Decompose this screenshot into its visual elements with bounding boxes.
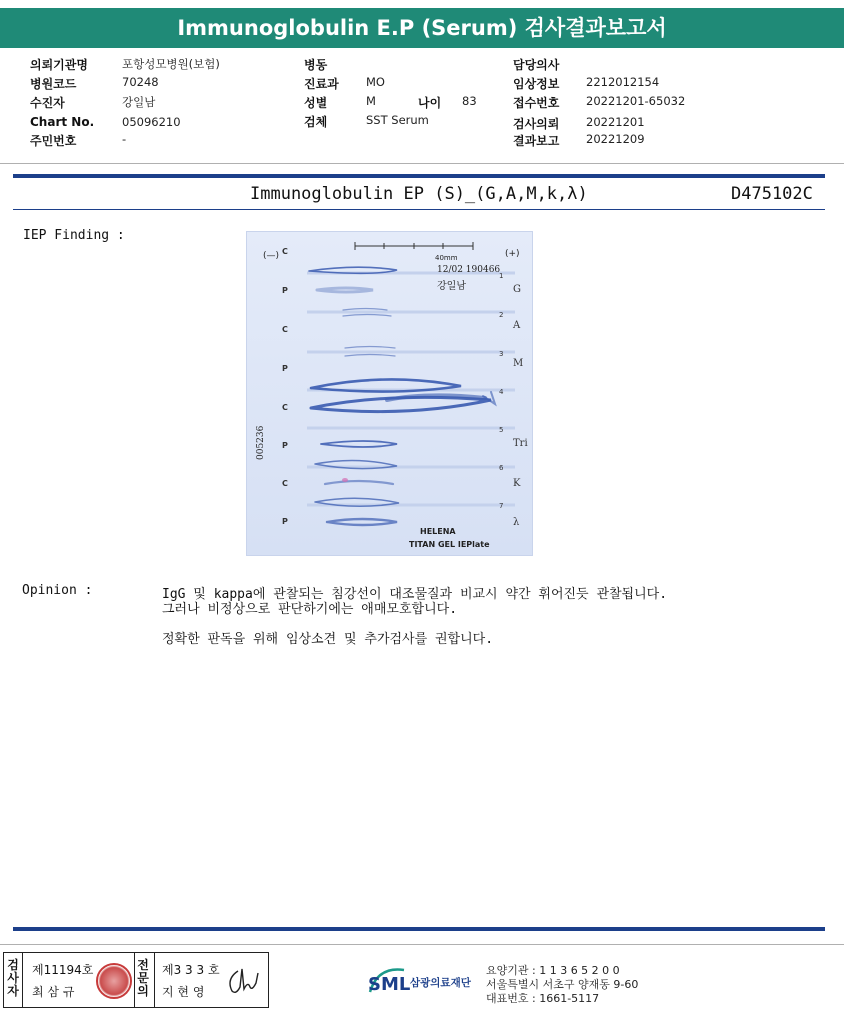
label-patient: 수진자 [30, 96, 65, 110]
seal-stamp [96, 963, 132, 999]
label-department: 진료과 [304, 77, 339, 91]
gel-date-id: 12/02 190466 [437, 265, 501, 275]
org-name: 삼광의료재단 [410, 977, 471, 989]
opinion-line-2: 그러나 비정상으로 판단하기에는 애매모호합니다. [162, 602, 458, 617]
gel-lane-label: λ [513, 517, 520, 528]
gel-row-mark: C [282, 247, 288, 256]
test-header-rule [13, 209, 825, 210]
gel-row-mark: P [282, 364, 288, 373]
gel-scale-label: 40mm [435, 254, 458, 262]
value-age: 83 [462, 94, 477, 108]
iep-gel-image [246, 231, 533, 556]
gel-lane-number: 1 [499, 272, 504, 280]
gel-row-mark: P [282, 441, 288, 450]
value-chart-no: 05096210 [122, 115, 181, 129]
gel-lane-number: 5 [499, 426, 504, 434]
label-specimen: 검체 [304, 115, 328, 129]
phone: 대표번호 : 1661-5117 [486, 992, 600, 1005]
value-specimen: SST Serum [366, 113, 429, 127]
address: 서울특별시 서초구 양재동 9-60 [486, 978, 639, 991]
label-resident-no: 주민번호 [30, 134, 77, 148]
value-department: MO [366, 75, 385, 89]
label-hospital-code: 병원코드 [30, 77, 77, 91]
gel-lane-label: A [513, 320, 521, 331]
gel-patient-name: 강일남 [437, 281, 466, 292]
sml-logo [368, 962, 480, 1006]
label-doctor: 담당의사 [513, 58, 560, 72]
label-report-date: 결과보고 [513, 134, 560, 148]
gel-lane-number: 7 [499, 502, 504, 510]
sml-logo-text: SML [368, 974, 411, 995]
value-request-date: 20221201 [586, 115, 645, 129]
label-ward: 병동 [304, 58, 328, 72]
gel-row-mark: P [282, 517, 288, 526]
gel-lane-label: K [513, 478, 521, 489]
footer-divider [0, 944, 844, 945]
test-name: Immunoglobulin EP (S)_(G,A,M,k,λ) [250, 184, 588, 204]
value-resident-no: - [122, 132, 127, 146]
approver-label: 전 문 의 [137, 958, 149, 998]
approver-name: 지 현 영 [162, 985, 205, 999]
label-age: 나이 [418, 96, 442, 110]
inspector-label: 검 사 자 [7, 958, 19, 998]
inspector-name: 최 삼 규 [32, 985, 75, 999]
label-chart-no: Chart No. [30, 115, 95, 129]
value-receipt-no: 20221201-65032 [586, 94, 686, 108]
label-request-date: 검사의뢰 [513, 117, 560, 131]
opinion-line-3: 정확한 판독을 위해 임상소견 및 추가검사를 권합니다. [162, 632, 494, 647]
value-patient: 강일남 [122, 95, 156, 109]
finding-label: IEP Finding : [23, 228, 125, 243]
gel-lane-label: Tri [513, 438, 528, 449]
gel-row-mark: C [282, 479, 288, 488]
gel-row-mark: P [282, 286, 288, 295]
divider [0, 163, 844, 164]
gel-lane-number: 6 [499, 464, 504, 472]
report-title: Immunoglobulin E.P (Serum) 검사결과보고서 [0, 8, 844, 48]
value-hospital-code: 70248 [122, 75, 159, 89]
gel-lane-number: 4 [499, 388, 504, 396]
signature-box [3, 952, 269, 1008]
care-no: 요양기관 : 1 1 3 6 5 2 0 0 [486, 964, 620, 977]
value-requester: 포항성모병원(보험) [122, 57, 220, 71]
signature [224, 965, 264, 997]
label-receipt-no: 접수번호 [513, 96, 560, 110]
test-code: D475102C [731, 184, 813, 204]
gel-row-mark: C [282, 403, 288, 412]
gel-row-mark: C [282, 325, 288, 334]
patient-info [0, 56, 844, 156]
section-rule-top [13, 174, 825, 178]
gel-brand1: HELENA [420, 527, 456, 536]
gel-lane-number: 2 [499, 311, 504, 319]
gel-brand2: TITAN GEL IEPlate [409, 540, 490, 549]
gel-neg-sign: (—) [263, 251, 280, 261]
opinion-line-1: IgG 및 kappa에 관찰되는 침강선이 대조물질과 비교시 약간 휘어진듯 관찰됩니다. [162, 587, 668, 602]
value-report-date: 20221209 [586, 132, 645, 146]
gel-lane-number: 3 [499, 350, 504, 358]
label-requester: 의뢰기관명 [30, 58, 88, 72]
value-clinical-info: 2212012154 [586, 75, 660, 89]
section-rule-bottom [13, 927, 825, 931]
label-sex: 성별 [304, 96, 328, 110]
approver-no: 제3 3 3 호 [162, 963, 220, 977]
inspector-no: 제11194호 [32, 963, 94, 977]
opinion-label: Opinion : [22, 583, 93, 598]
gel-lane-label: M [513, 358, 524, 369]
gel-pos-sign: (+) [505, 249, 520, 259]
label-clinical-info: 임상정보 [513, 77, 560, 91]
gel-lane-label: G [513, 284, 521, 295]
gel-side-id: 005236 [256, 425, 266, 460]
value-sex: M [366, 94, 376, 108]
